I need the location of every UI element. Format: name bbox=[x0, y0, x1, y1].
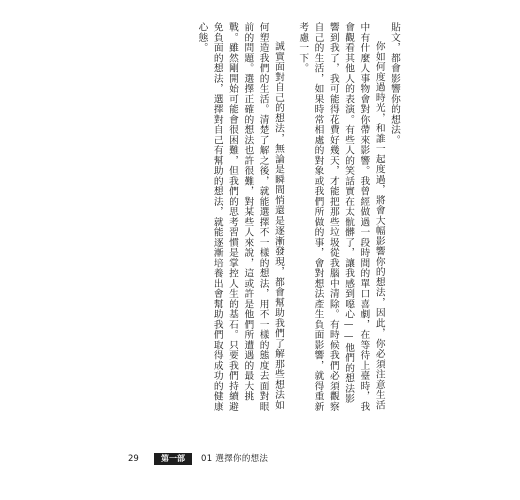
vertical-text-block bbox=[134, 22, 402, 414]
page-footer bbox=[0, 452, 520, 466]
chapter-title: 01 選擇你的想法 bbox=[201, 454, 269, 464]
part-badge: 第一部 bbox=[154, 453, 192, 465]
paragraph: 你如何度過時光，和誰一起度過，將會大幅影響你的想法，因此，你必須注意生活中有什麼人事物會對你帶來影響。我曾經做過一段時間的單口喜劇，在等待上臺時，我會觀看其他人的表演。有些人的笑話實在太骯髒了，讓我感到噁心——他們的想法影響到我了，我可能得花費好幾天，才能把那些垃圾從我腦中清除。有時候我們必須觀察自己的生活，如果時常相處的對象或我們所做的事，會對想法產生負面影響，就得重新考慮一下。 bbox=[297, 22, 385, 412]
paragraph-continuation: 貼文，都會影響你的想法。 bbox=[389, 22, 400, 145]
page-number: 29 bbox=[128, 454, 139, 464]
paragraph: 誠實面對自己的想法，無論是瞬間悄還是逐漸發現，都會幫助我們了解那些想法如何塑造我們的生活。清楚了解之後，就能選擇不一樣的想法，用不一樣的態度去面對眼前的問題。選擇正確的想法也許很難，對某些人來說，這或許是他們所遭遇的最大挑戰。雖然剛開始可能會很困難，但我們的思考習慣是掌控人生的基石。只要我們持續避免負面的想法，選擇對自己有幫助的想法，就能逐漸培養出會幫助我們取得成功的健康心態。 bbox=[196, 22, 284, 412]
